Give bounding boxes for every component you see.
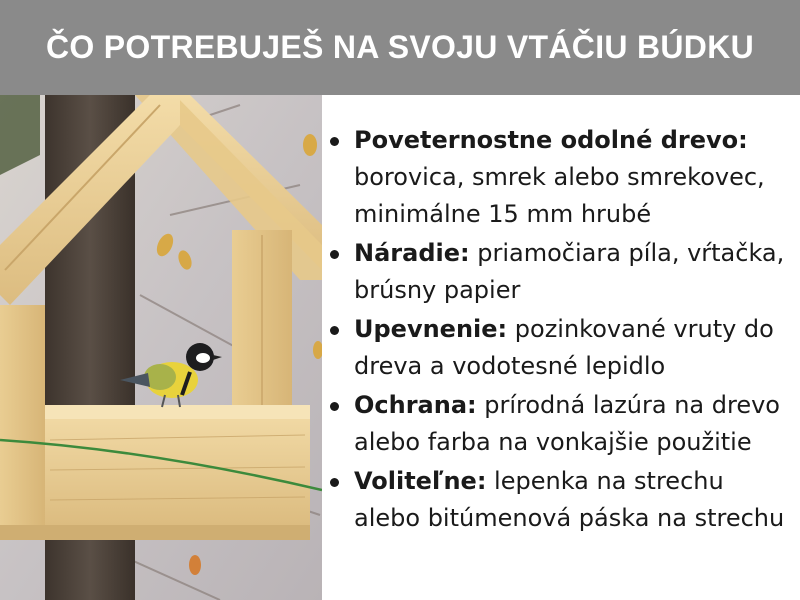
bullet-icon — [330, 250, 339, 259]
list-item-optional — [330, 463, 795, 537]
item-text: prírodná lazúra na drevo alebo farba na vonkajšie použitie — [354, 391, 780, 456]
header-bar — [0, 0, 800, 95]
bird-feeder-illustration — [0, 95, 322, 600]
bullet-list — [330, 122, 795, 537]
item-text: pozinkované vruty do dreva a vodotesné lepidlo — [354, 315, 774, 380]
item-term: Poveternostne odolné drevo: — [354, 126, 748, 154]
bullet-icon — [330, 478, 339, 487]
item-term: Náradie: — [354, 239, 470, 267]
item-text: borovica, smrek alebo smrekovec, minimálne 15 mm hrubé — [354, 163, 765, 228]
list-item-protection — [330, 387, 795, 461]
item-term: Upevnenie: — [354, 315, 508, 343]
item-term: Voliteľne: — [354, 467, 487, 495]
item-term: Ochrana: — [354, 391, 477, 419]
page-title: ČO POTREBUJEŠ NA SVOJU VTÁČIU BÚDKU — [45, 29, 755, 65]
list-item-tools — [330, 235, 795, 309]
list-item-wood — [330, 122, 795, 233]
item-text: lepenka na strechu alebo bitúmenová páska na strechu — [354, 467, 785, 532]
requirements-list — [330, 122, 795, 539]
list-item-fastening — [330, 311, 795, 385]
bird-feeder-photo — [0, 95, 322, 600]
bullet-icon — [330, 326, 339, 335]
bullet-icon — [330, 402, 339, 411]
bullet-icon — [330, 137, 339, 146]
item-text: priamočiara píla, vŕtačka, brúsny papier — [354, 239, 785, 304]
